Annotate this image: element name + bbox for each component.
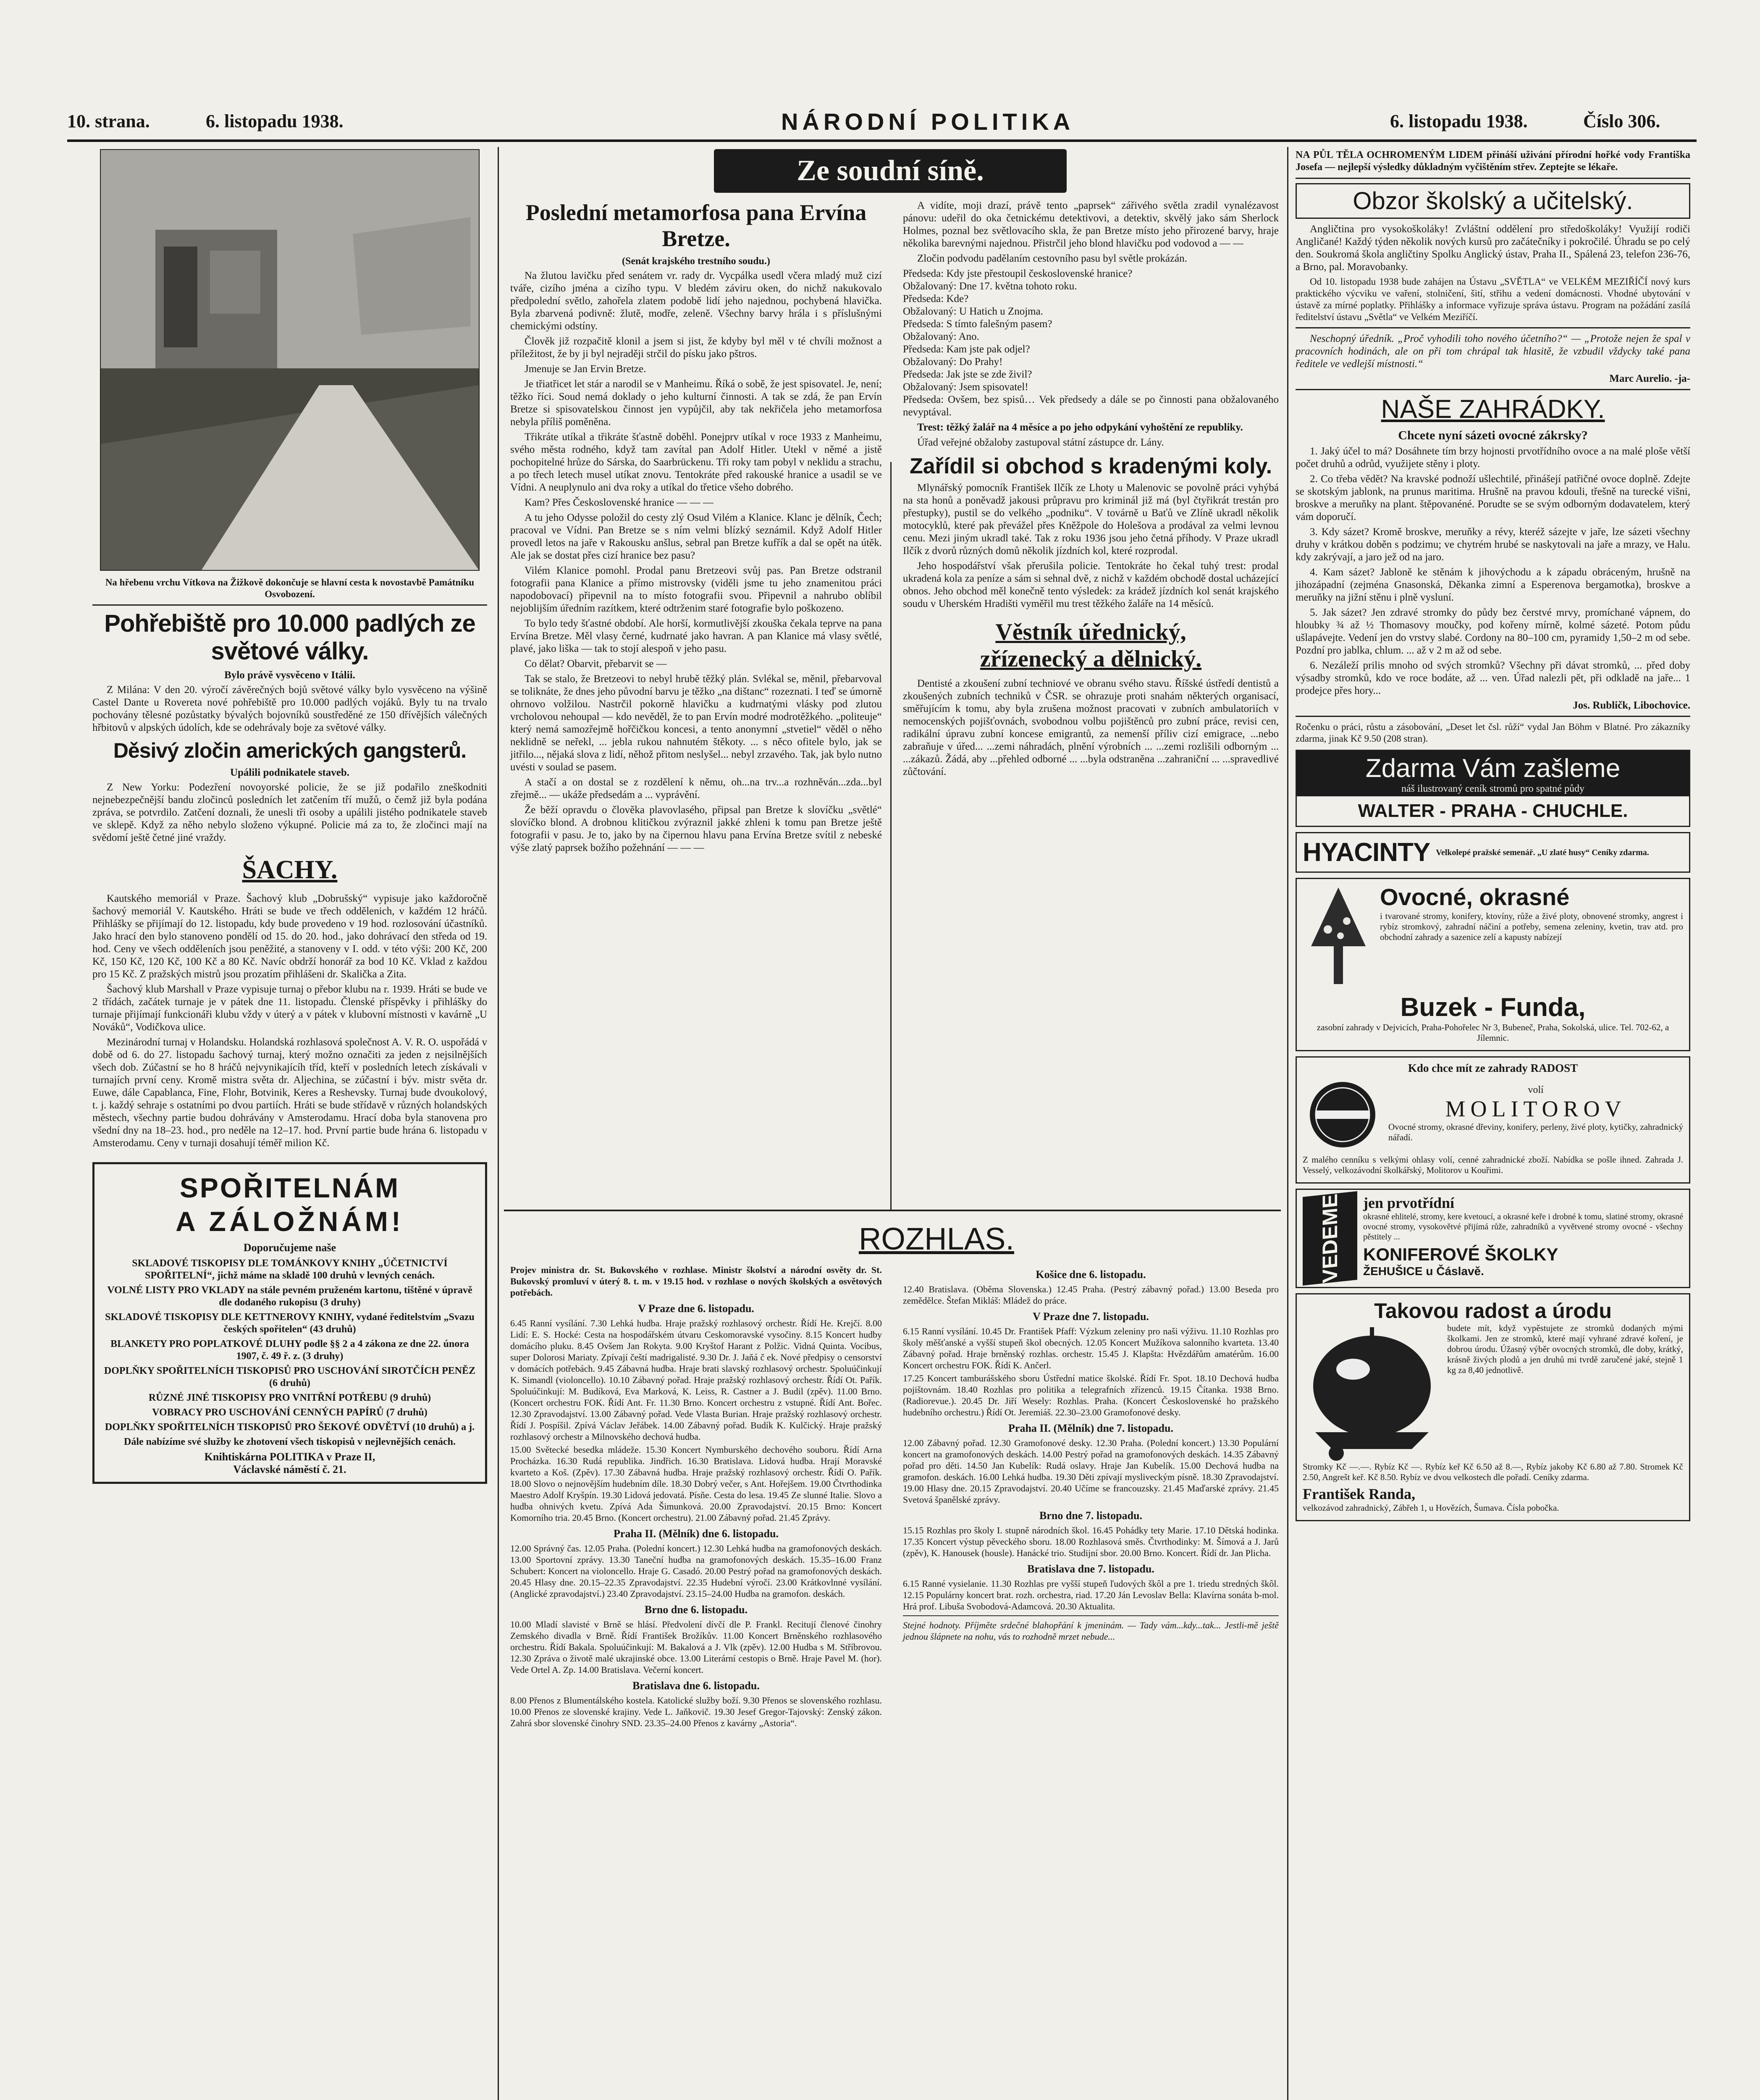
ad-footer: Dále nabízíme své služby ke zhotovení všech tiskopisů v nejlevnějších cenách.	[124, 1436, 456, 1447]
radio-prague2-7: 12.00 Zábavný pořad. 12.30 Gramofonové desky. 12.30 Praha. (Polední koncert.) 13.30 Populární koncert na gramofonových deskách. 14.00 Pestrý pořad na gramofonových deskách. 14.35 Zábavný pořad pro děti. 14.50 Jan Kubelík: Rudá oslavy. Hraje Jan Kubelík. 15.00 Dechová hudba na gramofon. deskách. 16.00 Lehká hudba. 19.30 Děti zpívají mysliveckým písně. 18.30 Zpravodajství. 19.00 Hlasy dne. 20.15 Zpravodajství. 20.40 Učíme se francouzsky. 21.45 Maďarské zprávy. 21.45 Svetová španělské zprávy.	[903, 1438, 1279, 1505]
zehusice-ad-text: okrasné ehlitelé, stromy, kere kvetoucí, a okrasné keře i drobné k tomu, slatiné stromy, okrasné ovocné stromy, vysokovětvé přijímá růže, zahradníků a vyvětvené stromy ovocné - všechny pěstitely ...	[1363, 1212, 1683, 1242]
issue-number: Číslo 306.	[1583, 111, 1660, 131]
radio-prague2-6: 12.00 Správný čas. 12.05 Praha. (Polední koncert.) 12.30 Lehká hudba na gramofonových deskách. 13.00 Sportovní zprávy. 13.30 Taneční hudba na gramofonových deskách. 15.35–16.00 Franz Schubert: Koncert na violoncello. Hraje G. Casadó. 20.00 Pestrý pořad na gramofonových deskách. 20.45 Hlasy dne. 20.15–22.35 Zpravodajství. 22.35 Hudební výročí. 23.00 Krátkovlnné vysílání. (Anglické zpravodajství.) 23.40 Zpravodajství. 23.15–24.00 Hudba na gramofon. deskách.	[510, 1543, 882, 1599]
ad-item-3: SKLADOVÉ TISKOPISY DLE KETTNEROVY KNIHY, vydané ředitelstvím „Svazu českých spořitelen“ (43 druhů)	[105, 1312, 475, 1335]
radio-bratislava-7: 6.15 Ranné vysielanie. 11.30 Rozhlas pre vyšší stupeň ľudových škôl a pre 1. triedu stredných škôl. 12.15 Populárny koncert brat. rozh. orchestra, riad. 17.20 Ján Levoslav Bella: Klavírna sonáta b-mol. Hrá prof. Libuša Svobodová-Adamcová. 20.30 Aktualita.	[903, 1578, 1279, 1612]
article-title-gangsters: Děsivý zločin amerických gangsterů.	[113, 739, 467, 762]
divider	[92, 604, 487, 606]
ad-item-8: DOPLŇKY SPOŘITELNÍCH TISKOPISŮ PRO ŠEKOVÉ ODVĚTVÍ (10 druhů) a j.	[105, 1422, 475, 1433]
article-title-cemetery: Pohřebiště pro 10.000 padlých ze světové války.	[104, 610, 475, 665]
court-article-title: Poslední metamorfosa pana Ervína Bretze.	[525, 200, 867, 251]
dialog-line-4: Obžalovaný: U Hatich u Znojma.	[903, 306, 1043, 317]
divider	[1296, 716, 1690, 717]
garden-item-4: 4. Kam sázet? Jabloně ke stěnám k jihovýchodu a k západu obráceným, hrušně na jihozápadní (zejména Gnasonská, Děkanka zimní a Esperenova bergamotka), broskve a meruňky na jižní stěnu i plně vysluní.	[1296, 567, 1690, 603]
tree-icon	[1303, 883, 1374, 992]
garden-item-5: 5. Jak sázet? Jen zdravé stromky do půdy bez čerstvé mrvy, promíchané vápnem, do hloubky ¾ až ½ Thomasovy moučky, pod kořeny mírně, kolmé sázeté. Potom půdu ušlapávejte. Vedení jen do vrstvy slabé. Cordony na 80–100 cm, pyramidy 1,50–2 m od sebe. Pozdní pro jablka, chlum. ... až v 2 m až od sebe.	[1296, 607, 1690, 656]
divider	[1296, 389, 1690, 390]
monument-photo-svg	[101, 150, 479, 570]
dialog-line-9: Předseda: Jak jste se zde živil?	[903, 369, 1032, 380]
court-p4: Je třiatřicet let stár a narodil se v Manheimu. Říká o sobě, že jest spisovatel. Je, není; těžko říci. Soud nemá doklady o jeho kulturní činnosti. A tak se zdá, že pan Ervín Bretze si spisovatelskou činnost jen vypůjčil, aby tak nekřičela jeho metamorfosa nebyla příliš poměněna.	[510, 378, 882, 428]
court-article-subtitle: (Senát krajského trestního soudu.)	[622, 256, 770, 267]
dialog-line-1: Předseda: Kdy jste přestoupil československé hranice?	[903, 268, 1133, 279]
buzek-ad-heading: Ovocné, okrasné	[1380, 884, 1570, 910]
zehusice-ad-badge-text: VEDEME	[1318, 1193, 1342, 1284]
bulletin-title-1: Věstník úřednický,	[995, 619, 1186, 645]
ad-signature-1: Knihtiskárna POLITIKA v Praze II,	[204, 1451, 375, 1463]
walter-ad	[1296, 750, 1690, 827]
bulletin-title-2: zřízenecký a dělnický.	[980, 646, 1202, 672]
court-p3: Jmenuje se Jan Ervin Bretze.	[525, 363, 646, 375]
radio-heading-prague-7: V Praze dne 7. listopadu.	[1033, 1310, 1149, 1323]
court-column-right	[903, 200, 1279, 781]
bicycle-p2: Jeho hospodářství však přerušila policie. Tentokráte ho čekal tuhý trest: prodal ukradená kola za peníze a sám si sehnal dvě, z nichž v každém obchodě dostal ucházející obnos. Jeho obchod měl konečně tento výsledek: za krádež jízdních kol senát krajského soudu v Uherském Hradišti vyměřil mu trest těžkého žaláře na 14 měsíců.	[903, 560, 1279, 609]
ad-item-5: DOPLŇKY SPOŘITELNÍCH TISKOPISŮ PRO USCHOVÁNÍ SIROTČÍCH PENĚZ (6 druhů)	[104, 1365, 476, 1389]
court-p15: Zločin podvodu padělaním cestovního pasu byl světle prokázán.	[917, 253, 1187, 264]
dialog-line-2: Obžalovaný: Dne 17. května tohoto roku.	[903, 281, 1077, 292]
radio-prague-7-b: 17.25 Koncert tamburášského sboru Ústřední matice školské. Řídí Fr. Spot. 18.10 Dechová hudba pojištovnám. 18.40 Rozhlas pro politika a telegrafních zřízenců. 19.15 Čítanka. 1938 Brno. (Radiorevue.). 20.45 Dr. Jiří Wesely: Rozhlas. Praha. (Koncert Československé ho pražského hudebního orchestru.) Řídí Ot. Jeremiáš. 22.30–23.00 Gramofonové desky.	[903, 1373, 1279, 1418]
dialog-line-7: Předseda: Kam jste pak odjel?	[903, 344, 1030, 355]
apple-wheelbarrow-icon	[1303, 1323, 1441, 1462]
garden-signature: Jos. Rubličk, Libochovice.	[1573, 700, 1690, 711]
dialog-line-10: Obžalovaný: Jsem spisovatel!	[903, 381, 1028, 393]
radio-heading-kosice-6: Košice dne 6. listopadu.	[1036, 1268, 1146, 1281]
photo	[100, 149, 480, 571]
molitorov-ad	[1296, 1056, 1690, 1184]
garden-title: NAŠE ZAHRÁDKY.	[1381, 395, 1605, 424]
radio-column-left	[510, 1264, 882, 1730]
garden-item-1: 1. Jaký účel to má? Dosáhnete tím brzy hojnosti prvotřídního ovoce a na malé ploše větší počet druhů a odrůd, využijete stěny i ploty.	[1296, 446, 1690, 470]
column-divider-2	[890, 462, 892, 1210]
column-1	[92, 149, 487, 1484]
hyacinth-ad-sub: Velkolepé pražské semenář. „U zlaté husy“ Ceníky zdarma.	[1436, 848, 1649, 857]
court-p6: Kam? Přes Československé hranice — — —	[525, 497, 713, 508]
ad-item-6: RŮZNÉ JINÉ TISKOPISY PRO VNITŘNÍ POTŘEBU (9 druhů)	[148, 1392, 431, 1403]
radio-column-right	[903, 1264, 1279, 1644]
zehusice-ad-heading: jen prvotřídní	[1363, 1194, 1455, 1211]
radio-bratislava-6-a: 8.00 Přenos z Blumentálského kostela. Katolické služby boží. 9.30 Přenos se slovenského rozhlasu. 10.00 Přenos ze slovenské krajiny. Vede L. Jaňkovič. 19.30 Jesef Gregor-Tajovský: Zenský zákon. Zahrá sbor slovenské činohry SND. 23.35–24.00 Přenos z kavárny „Astoria“.	[510, 1695, 882, 1728]
court-p14: A vidíte, moji drazí, právě tento „paprsek“ zářivého světla zradil vynalézavost pánovu: udeřil do oka četnickému detektivovi, a detektiv, skvělý jako sám Sherlock Holmes, poznal bez světlovacího skla, že pan Bretze místo jeho přirozené barvy, hraje několika barevnými najednou. Přistrčil jeho blond hlavičku pod vodovod a — —	[903, 200, 1279, 249]
garden-item-6: 6. Nezáleží prilis mnoho od svých stromků? Všechny při dávat stromků, ... před doby výsadby stromků, kdo ve roce bodáte, až ... ven. Úřad nalezli pět, při odkladě na jaře... 1 prodejce přes hory...	[1296, 660, 1690, 696]
savings-bank-ad	[92, 1162, 487, 1484]
radio-prague-7-a: 6.15 Ranní vysílání. 10.45 Dr. František Pfaff: Výzkum zeleniny pro naši výživu. 11.10 Rozhlas pro školy měšťanské a vyšší stupeň škol obecných. 12.05 Koncert Mužíkova salonního kvarteta. 13.40 Zábavný pořad. Hraje brněnský rozhlas. orchestr. 15.45 J. Klapšta: Hvězdářům amatérům. 16.00 Koncert orchestru FOK. Řídí K. Ančerl.	[903, 1326, 1279, 1370]
joke-text: Neschopný úředník. „Proč vyhodili toho nového účetního?“ — „Protože nejen že spal v pracovních hodinách, ale on při tom chrápal tak hlasitě, že vzbudil vždycky také pana ředitele ve vedlejší místnosti.“	[1296, 333, 1690, 370]
page-number: 10. strana.	[67, 111, 150, 131]
column-divider-1	[498, 147, 499, 2100]
newspaper-title: NÁRODNÍ POLITIKA	[781, 108, 1075, 135]
chess-paragraph-2: Šachový klub Marshall v Praze vypisuje turnaj o přebor klubu na r. 1939. Hráti se bude ve 2 třídách, začátek turnaje je v pátek dne 11. listopadu. Členské příspěvky i přihlášky do turnaje přijímají funkcionáři klubu vždy v úterý a v pátek v klubovní místnosti v kavárně „U Nováků“, Vodičkova ulice.	[92, 984, 487, 1033]
radio-heading-bratislava-6: Bratislava dne 6. listopadu.	[632, 1680, 760, 1692]
article-text-gangsters: Z New Yorku: Podezření novoyorské policie, že se již podařilo zneškodniti nejnebezpečnější bandu zločinců posledních let zatčením tří mužů, o čemž již byla podána zpráva, se potvrdilo. Zatčení doznali, že unesli tři osoby a upálili jistého podnikatele staveb ve sklepě. Když za něho nebylo složeno výkupné. Policie má za to, že zločinci mají na svědomí ještě četné jiné vraždy.	[92, 782, 487, 843]
ad-heading-2: A ZÁLOŽNÁM!	[176, 1206, 404, 1237]
chess-paragraph-3: Mezinárodní turnaj v Holandsku. Holandská rozhlasová společnost A. V. R. O. uspořádá v době od 6. do 27. listopadu šachový turnaj, který možno označiti za jeden z nejsilnějších všech dob. Zúčastní se ho 8 hráčů nejvynikajícíh tříd, kteří v posledních letech získávali v turnajích první ceny. Kromě mistra světa dr. Aljechina, se zúčastní i býv. mistr světa dr. Euwe, dále Capablanca, Fine, Flohr, Botvinik, Keres a Reshevsky. Turnaj bude dvoukolový, t. j. každý sehraje s ostatními po dvou partiích. Hráti se bude střídavě v různých holandských městech, všechny partie budou dohrávány v Amsterodamu. Hrací doba byla stanovena pro všední dny na 18–23. hod., pro neděle na 12–17. hod. První partie bude hrána 6. listopadu v Amsterodamu. Ceny v turnaji dosahují téměř milion Kč.	[92, 1037, 487, 1149]
bicycle-p1: Mlynářský pomocník František Ilčík ze Lhoty u Malenovic se povolně práci vyhýbá na sta honů a poněvadž jakousi průpravu pro kriminál již má (byl čtyřikrát trestán pro přestupky), pustil se do velkého „podniku“. V továrně u Baťů ve Zlíně ukradl několik motocyklů, které pak převážel přes Kněžpole do Holešova a prodával za velmi levnou cenu. Mezi jiným ukradl také. Tak z roku 1936 jsou jeho četná příhody. V Praze ukradl Ilčík z dvorů různých domů několik jízdních kol, které rozprodal.	[903, 482, 1279, 556]
court-p9: To bylo tedy šťastné období. Ale horší, kormutlivější zkouška čekala teprve na pana Ervína Bretze. Měl vlasy černé, kudrnaté jako havran. A pan Klanice má vlasy světlé, plavé, jako liška — tak to stojí alespoň v jeho pasu.	[510, 618, 882, 654]
walter-ad-brand: WALTER - PRAHA - CHUCHLE.	[1358, 801, 1628, 821]
walter-ad-sub: náš ilustrovaný ceník stromů pro spatné půdy	[1297, 783, 1689, 796]
hyacinth-ad-heading: HYACINTY	[1303, 838, 1430, 867]
ad-item-7: VOBRACY PRO USCHOVÁNÍ CENNÝCH PAPÍRŮ (7 druhů)	[152, 1407, 428, 1418]
hyacinth-ad	[1296, 832, 1690, 873]
molitorov-ad-address: Z malého cenníku s velkými ohlasy volí, cenné zahradnické zboží. Nabídka se pošle ihned. Zahrada J. Vesselý, velkozávodní školkářský, Molitorov u Kouřimi.	[1303, 1155, 1683, 1175]
chess-title: ŠACHY.	[242, 856, 338, 884]
buzek-ad-brand: Buzek - Funda,	[1400, 993, 1586, 1022]
ad-item-4: BLANKETY PRO POPLATKOVÉ DLUHY podle §§ 2 a 4 zákona ze dne 22. února 1907, č. 49 ř. z. (3 druhy)	[110, 1339, 469, 1362]
bulletin-p1: Dentisté a zkoušení zubní techniové ve obranu svého stavu. Říšské ústředí dentistů a zkoušených zubních techniků v ČSR. se ohrazuje proti snahám některých organisací, směřujícím k tomu, aby byla zrušena možnost pracovati v zubních ambulatoriích v nemocenských pojišťovnách, svobodnou volbu pojištěnců pro zubní práce, revisi cen, radikální úpravu zubní koncese emigrantů, za nemenší příliv cizí emigrace, ...nebo zabraňuje v úřed... ...zemi náhradách, plnění výrobních ... ...zemi rozlišili odborným ... ...zákazů. Žádá, aby ...přehled odborné ... ...byla odstraněna ...zahraniční ... ...spravedlivé zůčtování.	[903, 678, 1279, 777]
joke-signature: Marc Aurelio. -ja-	[1609, 373, 1690, 384]
randa-ad-heading: Takovou radost a úrodu	[1374, 1299, 1612, 1323]
zehusice-ad-brand-1: KONIFEROVÉ ŠKOLKY	[1363, 1244, 1558, 1264]
school-section-title-box	[1296, 183, 1690, 219]
masthead-rule	[67, 139, 1697, 142]
radio-heading-brno-6: Brno dne 6. listopadu.	[645, 1604, 748, 1616]
dialog-line-5: Předseda: S tímto falešným pasem?	[903, 318, 1052, 330]
molitorov-logo-icon	[1303, 1075, 1382, 1155]
ad-item-2: VOLNÉ LISTY PRO VKLADY na stále pevném pruženém kartonu, tištěné v úpravě dle dodaného rukopisu (3 druhy)	[107, 1285, 472, 1308]
court-p8: Vilém Klanice pomohl. Prodal panu Bretzeovi svůj pas. Pan Bretze odstranil fotografii pana Klanice a přímo mistrovsky (viděli jsme tu jeho znamenitou práci napodobovací) připevnil na to místo fotografii svou. Připevnil a nahrubo oblíbil nejoblijším úředním razítkem, které odtrženim staré fotografie bylo poškozeno.	[510, 565, 882, 614]
radio-heading-prague-6: V Praze dne 6. listopadu.	[638, 1302, 754, 1315]
radio-brno-7: 15.15 Rozhlas pro školy I. stupně národních škol. 16.45 Pohádky tety Marie. 17.10 Dětská hodinka. 17.35 Koncert výstup pěveckého sboru. 18.00 Rozhlasová směs. Čtvrthodinky: M. Šímová a J. Jarů (zpěv), K. Hanousek (housle). Hanácké trio. Studijní sbor. 20.00 Brno. Koncert. Řídí dr. Jan Plicha.	[903, 1525, 1279, 1558]
molitorov-ad-heading-1: Kdo chce mít ze zahrady RADOST	[1408, 1062, 1578, 1074]
randa-ad-address: velkozávod zahradnický, Zábřeh 1, u Hovězích, Šumava. Čísla pobočka.	[1303, 1503, 1559, 1513]
court-p12: A stačí a on dostal se z rozdělení k němu, oh...na trv...a rozhněván...zda...byl zřejmě... — ukáže předsedám a ... vyprávění.	[510, 777, 882, 801]
court-p5: Třikráte utíkal a třikráte šťastně doběhl. Ponejprv utíkal v roce 1933 z Manheimu, svého města rodného, když tam zavítal pan Adolf Hitler. Utekl v němé a jistě pochopitelné hrůze do Sárska, do Saarbrückenu. Tři roky tam pobyl v neklidu a strachu, a po třech letech musel utíkat znovu. Tentokráte před rakouské hranice a usadil se ve Vídni. A neuplynulo ani dva roky a utíkal do třetice všeho dobrého.	[510, 431, 882, 493]
radio-heading-brno-7: Brno dne 7. listopadu.	[1039, 1509, 1142, 1522]
molitorov-ad-brand: MOLITOROV	[1445, 1096, 1626, 1121]
radio-heading-prague2-7: Praha II. (Mělník) dne 7. listopadu.	[1008, 1422, 1173, 1434]
buzek-ad	[1296, 878, 1690, 1051]
randa-ad-text: budete mít, když vypěstujete ze stromků dodaných mými školkami. Jen ze stromků, které mají vyhrané zdravé koření, je dobrou úrodu. Úžasný výběr ovocných stromků, dle doby, krátký, krásně živých plodů a jen druhů mi tvrdě zaručené jaké, stejně 1 kg za 8,40 jednotlivě.	[1447, 1323, 1683, 1376]
court-banner-title: Ze soudní síně.	[714, 149, 1067, 193]
column-4	[1296, 149, 1690, 1526]
ad-heading-1: SPOŘITELNÁM	[179, 1172, 400, 1203]
buzek-ad-address: zasobní zahrady v Dejvicích, Praha-Pohořelec Nr 3, Bubeneč, Praha, Sokolská, ulice. Tel. 702-62, a Jílemnic.	[1317, 1022, 1669, 1043]
molitorov-ad-sub: Ovocné stromy, okrasné dřeviny, konifery, perleny, živé ploty, kytičky, zahradnický nářadí.	[1388, 1121, 1683, 1142]
radio-kosice-6: 12.40 Bratislava. (Oběma Slovenska.) 12.45 Praha. (Pestrý zábavný pořad.) 13.00 Beseda pro zemědělce. Štefan Mikláš: Mládež do práce.	[903, 1284, 1279, 1306]
school-section-title: Obzor školský a učitelský.	[1353, 187, 1633, 215]
bicycle-article-title: Zařídil si obchod s kradenými koly.	[909, 454, 1272, 478]
dialog-line-6: Obžalovaný: Ano.	[903, 331, 979, 342]
court-p11: Tak se stalo, že Bretzeovi to nebyl hrubě těžký plán. Svlékal se, měnil, přebarvoval se toliknáte, že dnes jeho původní barvu je těžko „na dištanc“ rozeznati. I teď se úmorně ohrnovo volžilou. Nastrčil pokorně hlavičku a kudrnatými vlásky pod zlutou vrcholovou nehoupal — kdo nevěděl, že to pan Ervín modré modrotěžkého. „politeuje“ který nemá samozřejmě hořčičkou koncesi, a tento anonymní „stvetiel“ věděl o něho neklidně se neřekl, ... jebla rukou nahnutém štěkoty. ... s něco ofitele bylo, jak se jitřilo..., nějaká slova z lidí, něhož přitom neslyšel... nebyl zrzavého. Tak, jak bylo nutno uvésti v soulad se pasem.	[510, 673, 882, 773]
radio-heading-bratislava-7: Bratislava dne 7. listopadu.	[1027, 1563, 1154, 1575]
radio-top-rule	[504, 1210, 1281, 1211]
radio-title-wrap	[840, 1218, 1033, 1260]
radio-prague-6-b: 15.00 Světecké besedka mládeže. 15.30 Koncert Nymburského dechového souboru. Řídí Arna Procházka. 16.30 Rudá republika. Jindřich. 16.30 Bratislava. Lidová hudba. Hrají Moravské kvarteto a Koš. (Zpěv). 17.30 Zábavná hudba. Hraje pražský rozhlasový orchestr. Řídí O. Pařík. 18.00 Slovo o nejnovějším hudebním díle. 18.30 Dobrý večer, s Ant. Hořejšem. 19.00 Čtvrthodinka Maestro Adolf Kryšpín. 19.30 Lidová jedovatá. Písňe. Cesta do lesa. 19.45 Ze slunné Italie. Slovo a hudba ohnivých kvetu. Zpívá Ada Šimunková. 20.00 Zpravodajství. 20.15 Brno: Koncert Komorního tria. 20.45 Brno. (Koncert orchestru). 21.00 Zábavný pořad. 21.45 Zprávy.	[510, 1444, 882, 1523]
ad-signature-2: Václavské náměstí č. 21.	[233, 1463, 346, 1475]
humor-piece: Stejné hodnoty. Příjměte srdečné blahopřání k jmeninám. — Tady vám...kdy...tak... Jestli-mě ještě jednou šlápnete na nohu, vás to rozhodně mrzet nebude...	[903, 1620, 1279, 1642]
school-p1: Angličtina pro vysokoškoláky! Zvláštní oddělení pro středoškoláky! Využijí rodiči Angličané! Každý týden několik nových kursů pro začátečníky i pokročilé. Úhradu se po celý den. Soukromá škola angličtiny Spolku Anglický ústav, Praha II., Spálená 23, telefon 236-76, a Brno, pal. Moravobanky.	[1296, 223, 1690, 273]
garden-subtitle: Chcete nyní sázeti ovocné zákrsky?	[1398, 428, 1588, 442]
court-p7: A tu jeho Odysse položil do cesty zlý Osud Vilém a Klanice. Klanc je dělník, Čech; pracoval ve Vídni. Pan Bretze se s ním velmi blízký seznámil. Když Adolf Hitler provedl letos na jaře v Rakousku anšlus, sebral pan Bretze kufřík a dal se opět na útěk. Ale jak se dostat přes cizí hranice bez pasu?	[510, 512, 882, 561]
randa-ad-brand: František Randa,	[1303, 1486, 1416, 1503]
ad-item-1: SKLADOVÉ TISKOPISY DLE TOMÁNKOVY KNIHY „ÚČETNICTVÍ SPOŘITELNÍ“, jichž máme na skladě 100 druhů v levných cenách.	[132, 1258, 448, 1281]
mineral-water-ad: NA PŮL TĚLA OCHROMENÝM LIDEM přináší uživání přírodní hořké vody Františka Josefa — nejlepší výsledky důkladným vyčištěním střev. Zeptejte se lékaře.	[1296, 150, 1690, 173]
radio-intro: Projev ministra dr. St. Bukovského v rozhlase. Ministr školství a národní osvěty dr. St. Bukovský promluví v úterý 8. t. m. v 19.15 hod. v rozhlase o nových školských a osvětových potřebách.	[510, 1265, 882, 1298]
randa-ad	[1296, 1293, 1690, 1521]
dialog-line-3: Předseda: Kde?	[903, 293, 969, 304]
radio-title: ROZHLAS.	[858, 1221, 1015, 1256]
column-divider-3	[1287, 147, 1288, 2100]
divider	[903, 1615, 1279, 1616]
zehusice-ad-brand-2: ŽEHUŠICE u Čáslavě.	[1363, 1265, 1484, 1278]
garden-item-3: 3. Kdy sázet? Kromě broskve, meruňky a révy, kteréž sázejte v jaře, lze sázeti všechny druhy v krátkou doběn s podzimu; ve chytrém hrubé se naskytovali na jaře a mrazy, ve Halu. kdy zakrývají, a jaro jež od na jaro.	[1296, 526, 1690, 563]
dialog-line-8: Obžalovaný: Do Prahy!	[903, 356, 1003, 368]
yearbook-ad: Ročenku o práci, růstu a zásobování, „Deset let čsl. růží“ vydal Jan Böhm v Blatné. Pro zákazníky zdarma, jinak Kč 9.50 (208 stran).	[1296, 722, 1690, 744]
article-subtitle-gangsters: Upálili podnikatele staveb.	[230, 767, 350, 778]
radio-prague-6-a: 6.45 Ranní vysílání. 7.30 Lehká hudba. Hraje pražský rozhlasový orchestr. Řídí He. Krejčí. 8.00 Lidí: E. S. Hocké: Cesta na hospodářském útvaru Ceskomoravské vysočiny. 8.15 Koncert hudby domácího pluku. 8.45 Ovšem Jan Rokyta. 9.00 Kryštof Harant z Polžic. Vidná Quinta. Vocibus, super Dolorosi Mariaty. Zpívají čeští madrigalisté. 9.30 Dr. J. Jaňá č ek. Nové předpisy o censorství v domácích potřebách. 9.45 Zábavná hudba. Hraje brati slavský rozhlasový orchestr. Spoluúčinkují K. Simandl (violoncello). 10.10 Zábavný pořad. Hraje pražský rozhlasový orchestr. Řídí Ot. Pařík. Spoluúčinkují: M. Budíková, Eva Marková, K. Leiss, R. Castner a J. Budil (zpěv). 11.00 Brno. (Koncert orchestru FOK. Řídí Ant. Fr. 11.30 Brno. Koncert orchestru z vstupné. Řídí Ant. Bořec. 12.30 Zpravodajství. 13.00 Zábavný pořad. Vede Vlasta Burian. Hraje pražský rozhlasový orchestr. Řídí J. Pospíšil. Zpívá Václav Jeřábek. 14.00 Zábavný pořad. Budík K. Kulčický. Hraje pražský rozhlasový orchestr a Milnovského dechová hudba.	[510, 1318, 882, 1442]
molitorov-ad-heading-2: volí	[1528, 1084, 1544, 1095]
court-p1: Na žlutou lavičku před senátem vr. rady dr. Vycpálka usedl včera mladý muž cizí tváře, cizího jména a cizího typu. V bledém záviru oken, do nichž nakukovalo předpolední světlo, zahořela zlatem podobě lidí jeho najednou, pochybená hlavička. Byla zbarvená podivně: žlutě, modře, zeleně. Všechny barvy hrála i s příslušnými chemickými odstíny.	[510, 270, 882, 332]
court-banner	[714, 149, 1067, 195]
date-left: 6. listopadu 1938.	[206, 111, 344, 131]
zehusice-ad-badge	[1303, 1191, 1357, 1286]
court-p13: Že běží opravdu o člověka plavovlasého, připsal pan Bretze k slovíčku „světlé“ slovíčko blond. A drobnou klitičkou zvýraznil jakké zhleni k tomu pan Bretze ještě fotografii v pasu. Je to, jako by na čipernou hlavu pana Ervína Bretze svítil z nebeské výše zlatý paprsek božího požehnání — — —	[510, 804, 882, 853]
court-p10: Co dělat? Obarvit, přebarvit se —	[525, 658, 667, 669]
divider	[1296, 178, 1690, 179]
randa-ad-text-2: Stromky Kč —.—. Rybíz Kč —. Rybíz keř Kč 6.50 až 8.—, Rybíz jakoby Kč 6.80 až 7.80. Stromek Kč 2.50, Angrešt keř. Kč 8.50. Rybíz ve dvou velkostech dle pořadí. Ceníky zdarma.	[1303, 1462, 1683, 1483]
article-text-cemetery: Z Milána: V den 20. výročí závěrečných bojů světové války bylo vysvěceno na výšině Castel Dante u Rovereta nové pohřebiště pro 10.000 padlých vojáků. Byly tu na trvalo pochovány tělesné pozůstatky bývalých bojovníků soustředěné ze 150 dřívějších válečných hřbitovů v alpských údolích, kde se odehrávaly boje za světové války.	[92, 684, 487, 733]
radio-heading-prague2-6: Praha II. (Mělník) dne 6. listopadu.	[614, 1528, 779, 1540]
chess-paragraph-1: Kautského memoriál v Praze. Šachový klub „Dobrušský“ vypisuje jako každoročně šachový memoriál V. Kautského. Hráti se bude ve třech oddělenich, v každém 12 hráčů. Přihlášky se přijímají do 12. listopadu, kdy bude provedeno v 19 hod. rozlosování účastníků. Jako hrací den bylo stanoveno pondělí od 15. do 20. hod., jako dohrávací den středa od 19. hod. Ceny ve všech odděleních jsou peněžité, a stanoveny v I. odd. v této výši: 200 Kč, 200 Kč, 150 Kč, 120 Kč, 100 Kč a 80 Kč. Navíc obdrží honorář za bod 10 Kč. Vklad z každou pro 15 Kč. Z pražských mistrů jsou prozatím přihlášeni dr. Skalička a Zita.	[92, 893, 487, 980]
masthead	[67, 107, 1697, 136]
garden-item-2: 2. Co třeba vědět? Na kravské podnoží ušlechtilé, přinášejí patřičné ovoce doplně. Zdejte se skotským jablonk, na prunus maritima. Hrušně na pravou kdouli, třešně na turecké višni, broskve a meruňky na plant. štěpovanéné. Porudte se se svým odborným dodavatelem, který vám doporučí.	[1296, 473, 1690, 522]
date-right: 6. listopadu 1938.	[1390, 111, 1528, 131]
photo-caption: Na hřebenu vrchu Vítkova na Žižkově dokončuje se hlavní cesta k novostavbě Památníku Osvobození.	[105, 577, 475, 599]
court-p2: Člověk již rozpačitě klonil a jsem si jist, že kdyby byl měl v té chvíli možnost a příležitost, že by ji byl nejraději strčil do písku jako pštros.	[510, 336, 882, 360]
divider	[1296, 327, 1690, 328]
school-p2: Od 10. listopadu 1938 bude zahájen na Ústavu „SVĚTLA“ ve VELKÉM MEZIŘÍČÍ nový kurs praktického výcviku ve vaření, stolničení, šití, střihu a vedení domácnosti. Vhodné ubytování v ústavě za mírné poplatky. Přihlášky a informace vyřizuje správa ústavu. Program na požádání zasílá ředitelství ústavu „Světla“ ve Velkém Meziříčí.	[1296, 276, 1690, 322]
ad-intro: Doporučujeme naše	[243, 1242, 336, 1254]
court-verdict: Trest: těžký žalář na 4 měsíce a po jeho odpykání vyhoštění ze republiky.	[917, 422, 1243, 433]
walter-ad-heading: Zdarma Vám zašleme	[1297, 751, 1689, 783]
dialog-line-11: Předseda: Ovšem, bez spisů… Vek předsedy a dále se po činnosti pana obžalovaného nevyptával.	[903, 394, 1279, 418]
buzek-ad-text: i tvarované stromy, konifery, ktovíny, růže a živé ploty, obnovené stromky, angrest i rybíz stromkový, zahradní náčiní a potřeby, semena zeleniny, kvetin, trav atd. pro obchodní zahrady a sazenice zelí a kapusty nabízejí	[1380, 911, 1683, 942]
court-column-left	[510, 200, 882, 857]
zehusice-ad	[1296, 1189, 1690, 1288]
radio-brno-6: 10.00 Mladí slavisté v Brně se hlásí. Předvolení dívčí dle P. Frankl. Recitují členové činohry Zemského divadla v Brně. Řídí František Brožíkův. 11.00 Koncert Brněnského rozhlasového orchestru. Řídí Bakala. Spoluúčinkují: M. Bakalová a J. Vlk (zpěv). 12.00 Hudba s M. Stříbrovou. 12.30 Zpráva o životě malé ukrajinské obce. 13.00 Literární cestopis o Brně. Hraje Pavel M. (hor). Vede Ortel A. Zp. 14.00 Bratislava. Večerní koncert.	[510, 1619, 882, 1675]
article-subtitle-cemetery: Bylo právě vysvěceno v Itálii.	[224, 669, 355, 681]
court-verdict-2: Úřad veřejné obžaloby zastupoval státní zástupce dr. Lány.	[917, 437, 1164, 448]
